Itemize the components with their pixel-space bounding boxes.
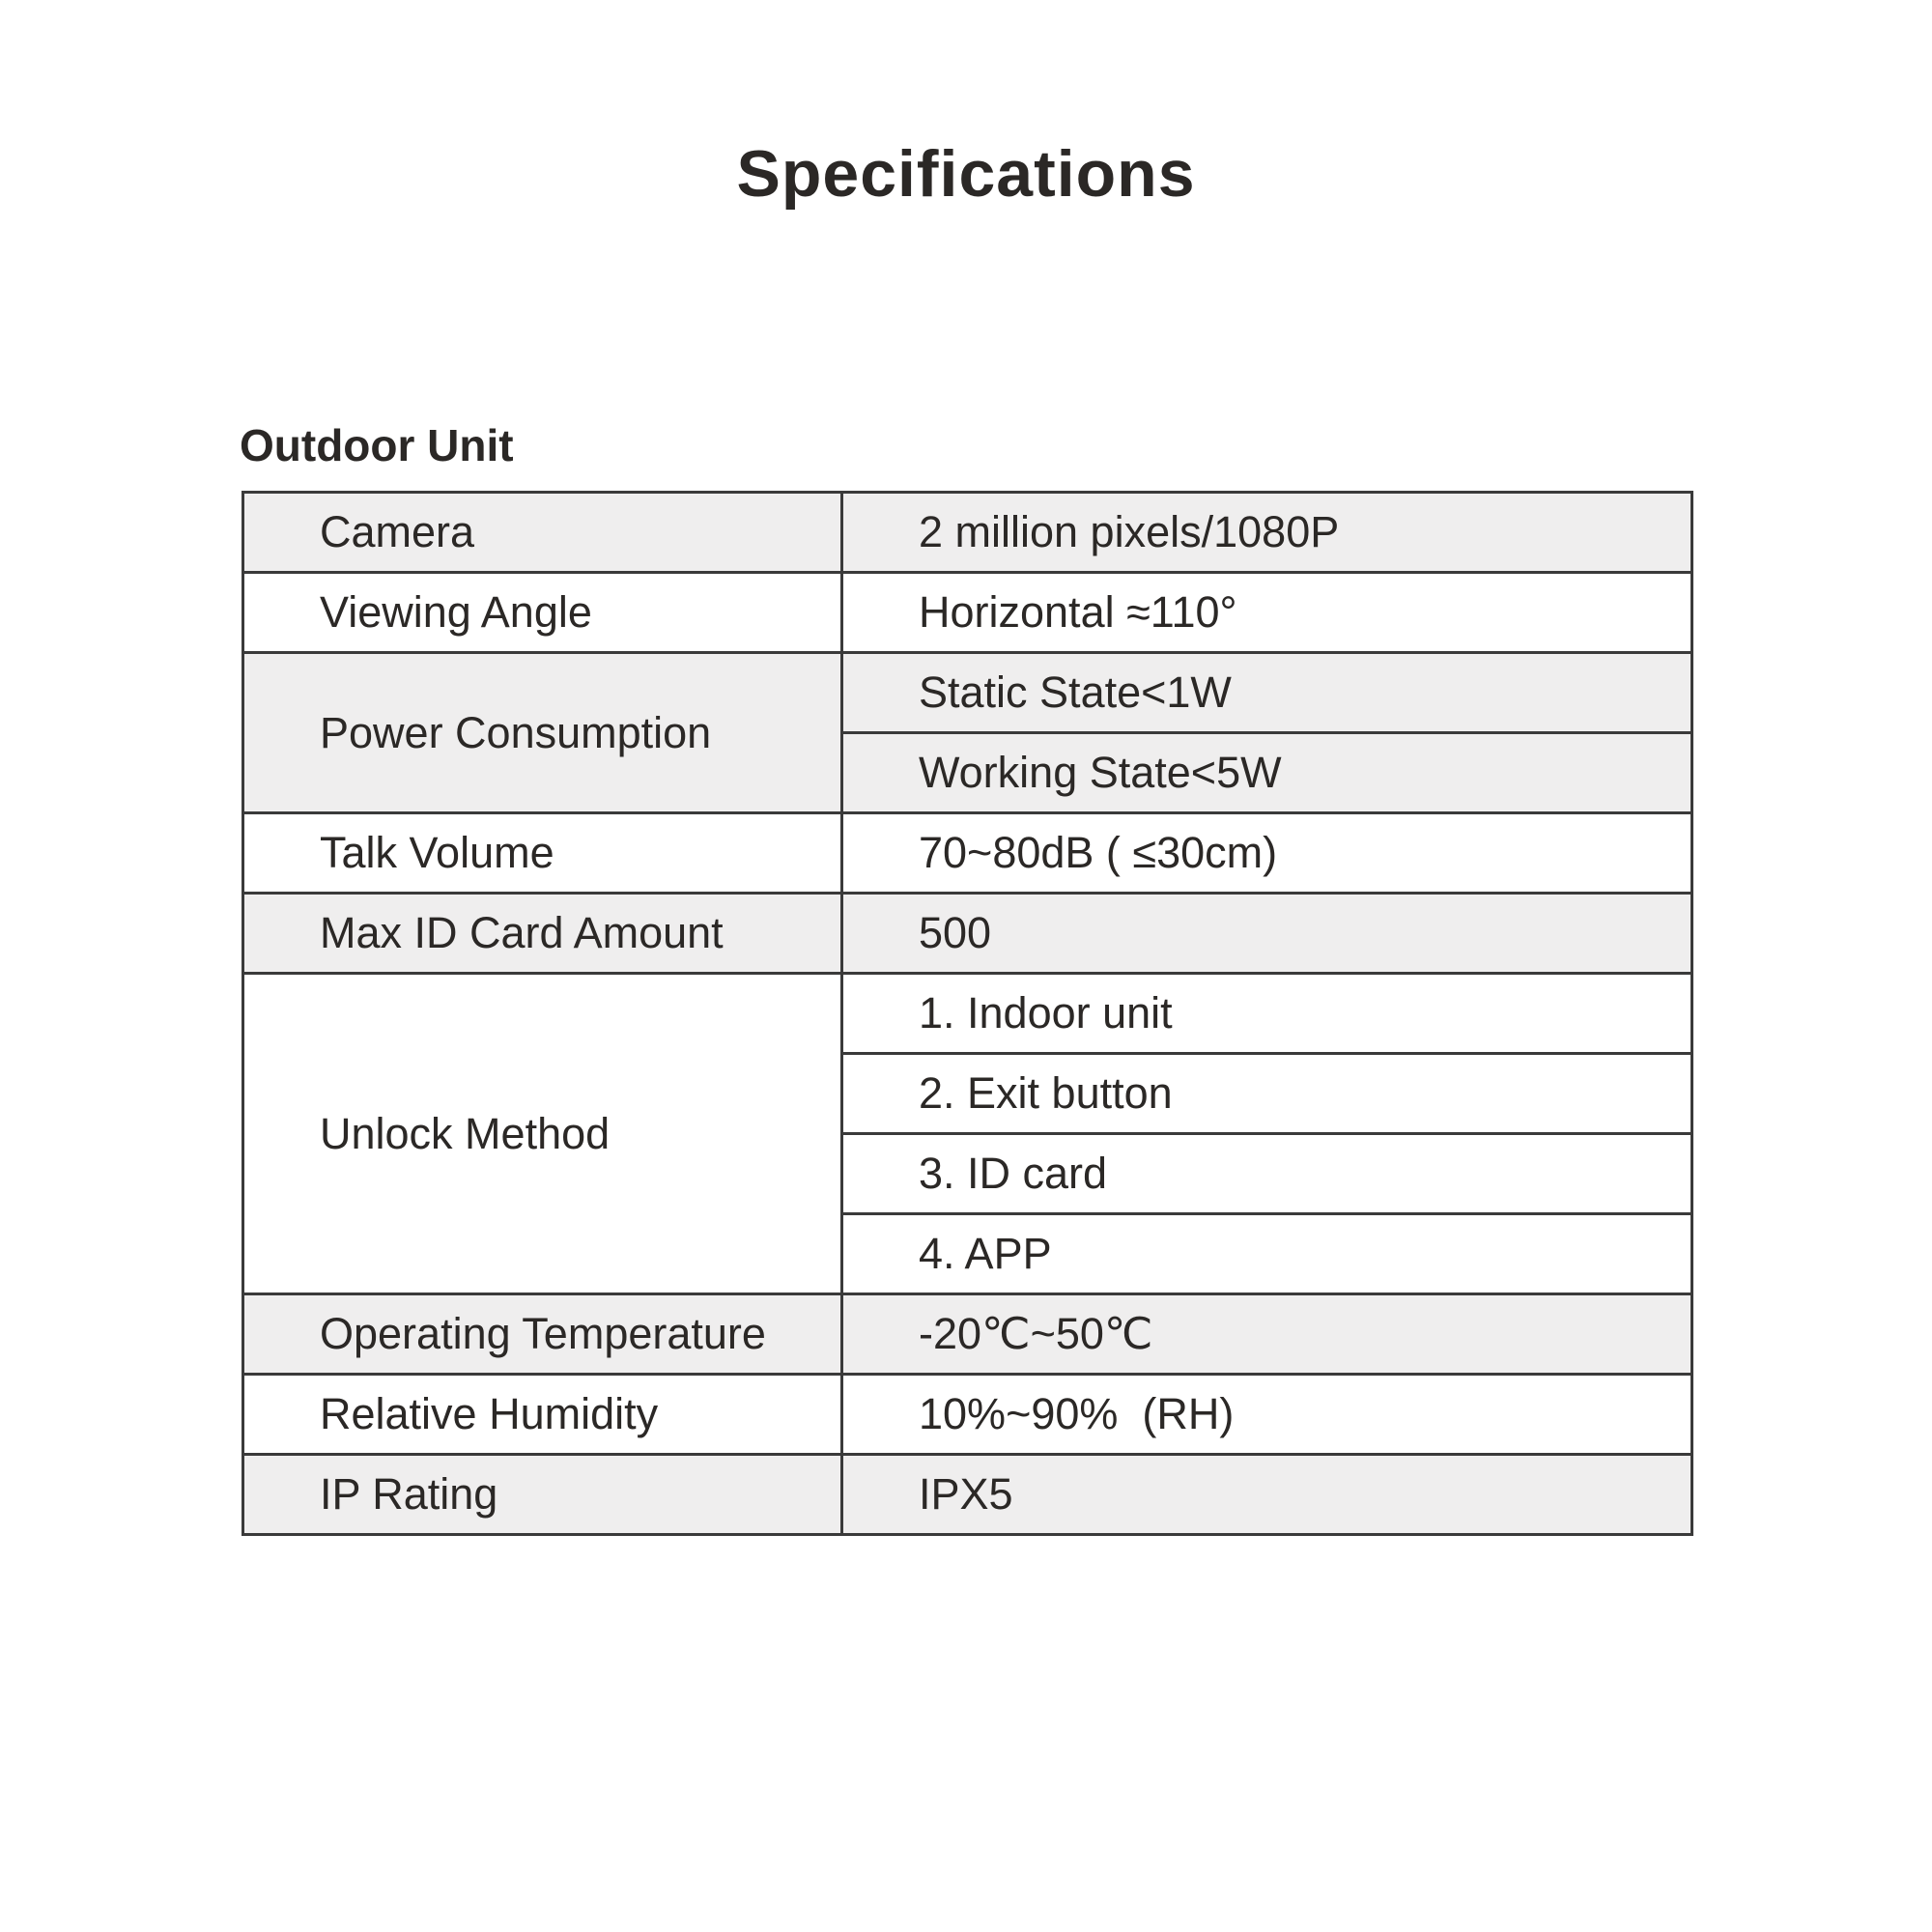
spec-label-ip-rating: IP Rating (243, 1455, 842, 1535)
spec-value-operating-temperature: -20℃~50℃ (842, 1294, 1692, 1375)
table-row-viewing-angle (243, 573, 1692, 653)
spec-value-max-id-card-amount: 500 (842, 894, 1692, 974)
spec-label-max-id-card-amount: Max ID Card Amount (243, 894, 842, 974)
spec-label-relative-humidity: Relative Humidity (243, 1375, 842, 1455)
spec-value-ip-rating: IPX5 (842, 1455, 1692, 1535)
table-row-operating-temperature (243, 1294, 1692, 1375)
table-row-relative-humidity (243, 1375, 1692, 1455)
spec-label-operating-temperature: Operating Temperature (243, 1294, 842, 1375)
table-row-power-consumption-static (243, 653, 1692, 733)
spec-value-working-state: Working State<5W (842, 733, 1692, 813)
spec-value-viewing-angle: Horizontal ≈110° (842, 573, 1692, 653)
spec-value-relative-humidity: 10%~90% (RH) (842, 1375, 1692, 1455)
spec-value-unlock-id-card: 3. ID card (842, 1134, 1692, 1214)
spec-value-unlock-indoor-unit: 1. Indoor unit (842, 974, 1692, 1054)
spec-value-unlock-app: 4. APP (842, 1214, 1692, 1294)
table-row-talk-volume (243, 813, 1692, 894)
spec-value-unlock-exit-button: 2. Exit button (842, 1054, 1692, 1134)
table-row-ip-rating (243, 1455, 1692, 1535)
specifications-table (242, 491, 1693, 1536)
table-row-unlock-method-1 (243, 974, 1692, 1054)
spec-value-camera: 2 million pixels/1080P (842, 493, 1692, 573)
table-row-camera (243, 493, 1692, 573)
page-title: Specifications (736, 137, 1196, 211)
spec-label-unlock-method: Unlock Method (243, 974, 842, 1294)
spec-label-camera: Camera (243, 493, 842, 573)
table-row-max-id-card-amount (243, 894, 1692, 974)
spec-label-power-consumption: Power Consumption (243, 653, 842, 813)
section-heading-outdoor-unit: Outdoor Unit (240, 420, 514, 470)
spec-value-talk-volume: 70~80dB ( ≤30cm) (842, 813, 1692, 894)
spec-label-talk-volume: Talk Volume (243, 813, 842, 894)
spec-value-static-state: Static State<1W (842, 653, 1692, 733)
spec-label-viewing-angle: Viewing Angle (243, 573, 842, 653)
